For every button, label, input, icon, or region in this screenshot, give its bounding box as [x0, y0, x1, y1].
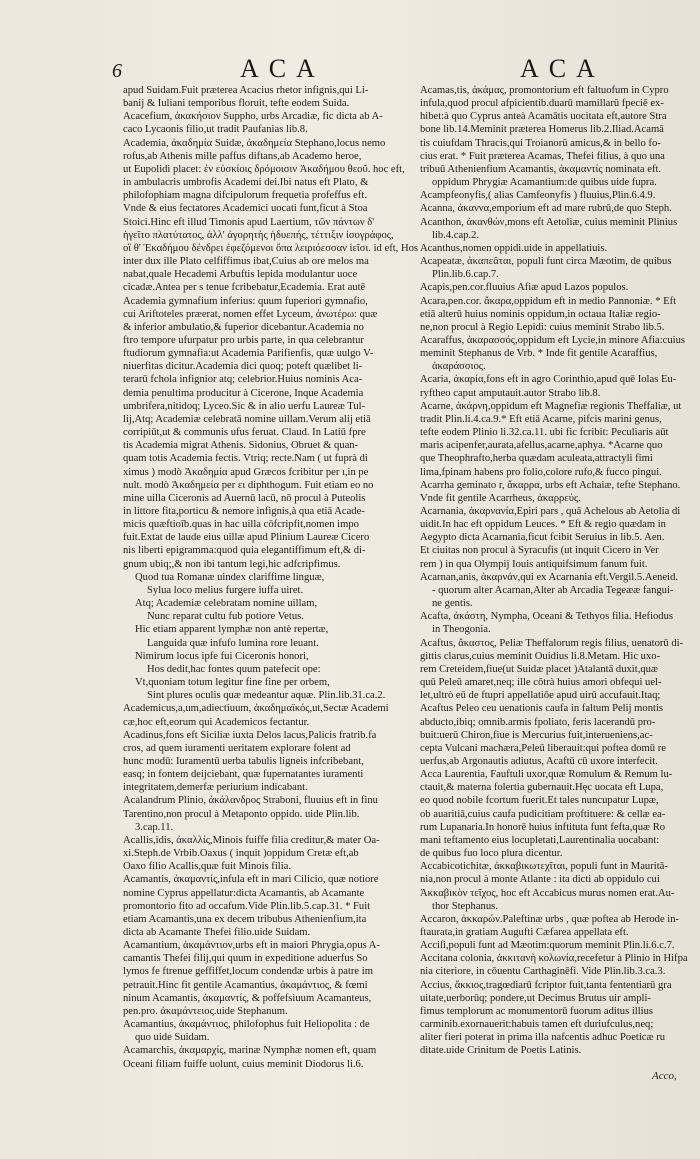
- text-line: inter dux ille Plato celfiffimus ibat,Cuius ab ore melos ma: [123, 256, 369, 268]
- text-line: terarū fchola infignior atq; celebrior.Huius nominis Aca-: [123, 374, 363, 386]
- text-line: umbrifera,nitidoq; Lyceo.Sic & in alio uerfu Laureæ Tul-: [123, 400, 366, 412]
- text-line: camantis Thefei filij,qui quum in expeditione aduerfus So: [123, 953, 368, 965]
- text-line: nomine Cyprus appellatur:dicta Acamantis, ab Acamante: [123, 887, 365, 899]
- text-line: caco Lycaonis filio,ut tradit Paufanias lib.8.: [123, 124, 308, 136]
- text-line: xi.Steph.de Vrbib.Oaxus ( inquit )oppidum Cretæ eft,ab: [123, 848, 359, 860]
- text-line: lymos fe ftrenue geffiffet,locum condendæ urbis à patre im: [123, 966, 373, 978]
- text-line: ἀκαράσσιος.: [432, 361, 486, 373]
- text-line: nult. modò Ἀκαδημεία per ει diphthogum. Fuit etiam eo no: [123, 479, 374, 491]
- text-line: Acanthus,nomen oppidi.uide in appellatiuis.: [420, 242, 608, 254]
- text-line: Acaria, ἀκαρία,fons eft in agro Corinthio,apud quē Iolas Eu-: [420, 374, 677, 386]
- text-line: Acamantius, ἀκαμάντιος, philofophus fuit Heliopolita : de: [123, 1019, 370, 1031]
- text-line: Vnde fit gentile Acarrheus, ἀκαρρεύς.: [420, 492, 581, 504]
- text-line: nabat,quale Hecademi Arbuftis lepida modulantur uoce: [123, 269, 358, 281]
- text-line: rofus,ab Athenis mille paffus diftans,ab Academo heroe,: [123, 150, 362, 162]
- text-line: οἳ θ' Ἑκαδήμου δένδρει ἐφεζόμενοι ὄπα λειριόεσσαν ἱεῖσι. id eft, Hos: [123, 242, 419, 254]
- text-line: cui Ariftoteles præerat, nomen effet Lyceum, ἀνωτέρω: quæ: [123, 308, 378, 320]
- text-line: tis cuiufdam Thracis,qui Troianorū amicus,& in bello fo-: [420, 137, 661, 149]
- text-line: quam totis Academia fectis. Vtriq; recte.Nam ( ut fuprà di: [123, 453, 368, 465]
- text-line: Acara,pen.cor. ἄκαρα,oppidum eft in medio Pannoniæ. * Eft: [420, 295, 677, 307]
- text-line: ob auaritiā,cuius caufa pudicitiam proftituere: & cellæ ea-: [420, 808, 666, 820]
- text-line: etiā alterū huius nominis oppidum,in octaua Italiæ regio-: [420, 308, 661, 320]
- text-line: in littore fita,porticu & nemore infignis,à qua etiā Acade-: [123, 506, 365, 517]
- text-line: tribuū Athenienfium Acamantis, ἀκαμαντίς nominata eft.: [420, 163, 662, 175]
- text-line: let,ultrò eū de ftupri appellatiōe apud uirū accufauit.Itaq;: [420, 690, 661, 702]
- text-line: Hic etiam apparent lymphæ non antè repertæ,: [135, 624, 329, 636]
- text-line: Sylua loco melius furgere iuffa uiret.: [147, 584, 304, 596]
- text-line: apud Suidam.Fuit præterea Acacius rhetor infignis,qui Li-: [123, 85, 369, 96]
- text-line: ninum Acamantis, ἀκαμαντίς, & poffefsiuum Acamanteus,: [123, 992, 372, 1004]
- text-line: Academia, ἀκαδημία Suidæ, ἀκαδημεία Stephano,locus nemo: [123, 137, 386, 149]
- text-line: eo quod nobile fcortum fuerit.Et tales nuncupatur Lupæ,: [420, 795, 659, 807]
- text-line: mani teftamento eius locupletati,Laurentinalia uocabant:: [420, 834, 660, 846]
- text-line: infula,quod procul afpicientib.duarū mamillarū fpeciē ex-: [420, 98, 664, 110]
- text-line: & inferior ambulatio,& fuperior dicebantur.Academia no: [123, 321, 364, 333]
- text-line: hunc modū: Iuramentū uerba tabulis ligneis infcribebant,: [123, 755, 364, 767]
- text-line: lib.4.cap.2.: [432, 229, 480, 241]
- text-line: mine uilla Ciceronis ad Auernū lacū, nō procul à Puteolis: [123, 492, 366, 504]
- text-line: Academia gymnafium inferius: quum fuperiori gymnafio,: [123, 295, 368, 307]
- text-line: gittis clarus,cuius meminit Ouidius li.8.Metam. Hic uxo-: [420, 650, 661, 662]
- text-line: ut Eupolidi placet: ἐν εὐσκίοις δρόμοισιν Ἀκαδήμου θεοῦ. hoc eft,: [123, 163, 405, 175]
- text-line: Acallis,idis, ἀκαλλίς,Minois fuiffe filia creditur,& mater Oa-: [123, 834, 380, 846]
- text-line: Ἀκκαβικὸν τεῖχος, hoc eft Accabicus murus nomen erat.Au-: [420, 887, 675, 899]
- text-line: demia penultima producitur à Cicerone, Inque Academia: [123, 387, 364, 399]
- text-line: maris acipenfer,aurata,afellus,acarne,aphya. *Acarne quo: [420, 440, 663, 452]
- text-line: Acca Laurentia, Fauftuli uxor,quæ Romulum & Remum lu-: [420, 769, 673, 781]
- text-line: etiam Acamantis,una ex decem tribubus Athenienfium,ita: [123, 913, 367, 925]
- text-line: fimus templorum ac monumentorū fuorum aditus illius: [420, 1005, 654, 1017]
- text-line: oppidum Phrygiæ Acamantium:de quibus uide fupra.: [432, 177, 657, 189]
- text-line: petrauit.Hinc fit gentile Acamantius, ἀκαμάντιος, & fœmi: [123, 979, 368, 991]
- text-line: rem Creteidem,fiue(ut Suidæ placet )Atalantā duxit,quæ: [420, 663, 659, 675]
- text-line: ditate.uide Crinitum de Poetis Latinis.: [420, 1045, 582, 1057]
- text-line: dicta ab Acamante Thefei filio.uide Suidam.: [123, 927, 311, 938]
- text-line: quū Peleū amaret,neq; ille cōtrà huius amori obfequi uel-: [420, 677, 662, 689]
- text-line: ne,non procul à Regio Lepidi: cuius meminit Strabo lib.5.: [420, 321, 665, 333]
- text-line: Nimirum locus ipfe fui Ciceronis honori,: [135, 650, 309, 662]
- text-line: Acamantium, ἀκαμάντιον,urbs eft in maiori Phrygia,opus A-: [123, 940, 380, 952]
- text-line: hibet:à quo Cyprus anteà Acamātis uocitata eft,autore Stra: [420, 111, 667, 123]
- text-line: niuerfitas dicitur.Academia dici quoq; poteft quælibet li-: [123, 361, 363, 373]
- text-line: uidit.In hac eft oppidum Leuces. * Eft & regio quædam in: [420, 519, 666, 531]
- text-line: Acanna, ἀκαννα,emporium eft ad mare rubrū,de quo Steph.: [420, 203, 672, 215]
- text-line: ftro tempore ufurpatur pro urbis parte, in qua celebrantur: [123, 334, 364, 346]
- text-line: cius erat. * Fuit præterea Acamas, Thefei filius, à quo una: [420, 150, 665, 162]
- text-line: Oaxo filio Acallis,quæ fuit Minois filia.: [123, 861, 292, 873]
- text-line: Acamantis, ἀκαμαντίς,infula eft in mari Cilicio, quæ notiore: [123, 874, 379, 886]
- text-line: - quorum alter Acarnan,Alter ab Arcadia Tegeææ fangui-: [432, 584, 674, 596]
- text-line: tradit Plin.li.4.ca.9.* Eft etiā Acarne, pifcis marini genus,: [420, 413, 662, 425]
- text-line: Acacefium, ἀκακήσιον Suppho, urbs Arcadiæ, fic dicta ab A-: [123, 111, 383, 123]
- text-line: uitate,uerborūq; pondere,ut Decimus Brutus uir ampli-: [420, 992, 651, 1004]
- text-line: ximus ) modò Ἀκαδημία apud Græcos fcribitur per ι,in pe: [123, 466, 369, 478]
- text-line: Acarnania, ἀκαρνανία,Epiri pars , quā Achelous ab Aetolia di: [420, 506, 681, 517]
- text-line: tis Academia migrat Athenis. Sidonius, Obruet & quan-: [123, 440, 359, 452]
- text-line: Acalandrum Plinio, ἀκάλανδρος Straboni, fluuius eft in finu: [123, 795, 378, 807]
- text-line: Acadinus,fons eft Siciliæ iuxta Delos lacus,Palicis fratrib.fa: [123, 729, 377, 741]
- text-line: Stoici.Hinc eft illud Timonis apud Laertium, τῶν πάντων δ': [123, 216, 375, 228]
- text-line: Acapis,pen.cor.fluuius Afiæ apud Lazos populos.: [420, 282, 629, 294]
- text-line: Languida quæ infufo lumina rore leuant.: [147, 637, 319, 649]
- text-line: integritatem,demerfæ periurium indicabant.: [123, 782, 308, 794]
- text-line: Sint plures oculis quæ medeantur aquæ. Plin.lib.31.ca.2.: [147, 690, 386, 702]
- text-line: Acarnan,anis, ἀκαρνάν,qui ex Acarnania eft.Vergil.5.Aeneid.: [420, 571, 679, 583]
- text-line: Accius, ἄκκιος,tragœdiarū fcriptor fuit,tanta fententiarū gra: [420, 979, 672, 991]
- text-line: pen.pro. ἀκαμάντειος.uide Stephanum.: [123, 1005, 288, 1017]
- text-line: easq; in fontem deijciebant, quæ fupernatantes iuramenti: [123, 769, 364, 781]
- text-line: de quibus fuo loco plura dicentur.: [420, 848, 563, 860]
- text-line: Accitana colonia, ἀκκιτανὴ κολωνία,recefetur à Plinio in Hifpa: [420, 953, 688, 965]
- text-line: lima,fpinam habens pro folio,colore rufo,& fucco pingui.: [420, 466, 662, 478]
- text-line: in Theogonia.: [432, 624, 491, 636]
- text-line: que Theophrafto,herba quædam aculeata,attractyli fimi: [420, 453, 653, 465]
- text-line: Accaron, ἀκκαρών.Paleftinæ urbs , quæ poftea ab Herode in-: [420, 913, 680, 925]
- text-line: Acarrha geminato r, ἄκαρρα, urbs eft Achaiæ, tefte Stephano.: [420, 479, 681, 491]
- text-line: Oceani filiam fuiffe uolunt, cuius meminit Diodorus li.6.: [123, 1058, 364, 1070]
- text-line: in ambulacris umbrofis Academi dei.Ibi natus eft Plato, &: [123, 177, 369, 189]
- text-line: Acampfeonyfis,( alias Camfeonyfis ) fluuius,Plin.6.4.9.: [420, 190, 656, 202]
- text-line: Atq; Academiæ celebratam nomine uillam,: [135, 598, 318, 610]
- text-line: ftaurata,in gratiam Augufti Cæfarea appellata eft.: [420, 927, 629, 938]
- text-line: rum Lupanaria.In honorē huius inftituta funt fefta,quæ Ro: [420, 821, 666, 833]
- text-line: Acaftus, ἄκαστος, Peliæ Theffalorum regis filius, uenatorū di-: [420, 637, 684, 649]
- text-line: Quod tua Romanæ uindex clariffime linguæ,: [135, 571, 325, 583]
- text-line: promontorio fito ad occafum.Vide Plin.lib.5.cap.31. * Fuit: [123, 900, 371, 912]
- text-line: rem ) in qua Olympij Iouis antiquifsimum fanum fuit.: [420, 558, 648, 570]
- text-line: cæ,hoc eft,eorum qui Academicos fectantur.: [123, 716, 310, 728]
- text-line: bone lib.14.Meminit præterea Homerus lib.2.Iliad.Acamā: [420, 124, 664, 136]
- text-line: uerfus,ab Argonautis adiutus, Acaftū cū uxore interfecit.: [420, 755, 658, 767]
- text-line: quo uide Suidam.: [135, 1032, 210, 1044]
- text-line: corripiūt,ut & communis ufus feruat. Claud. In Latiū fpre: [123, 427, 366, 439]
- left-column: [123, 84, 419, 1070]
- text-line: Acaftus Peleo ceu uenationis caufa in faltum Pelij montis: [420, 703, 664, 715]
- text-line: ryftheo caput amputauit.autor Strabo lib.8.: [420, 387, 601, 399]
- text-line: Acarne, ἀκάρνη,oppidum eft Magnefiæ regionis Theffaliæ, ut: [420, 400, 682, 412]
- text-line: Acciſi,populi funt ad Mæotim:quorum meminit Plin.li.6.c.7.: [420, 940, 675, 952]
- text-line: meminit Stephanus de Vrb. * Inde fit gentile Acaraffius,: [420, 348, 658, 360]
- running-head-right: ACA: [520, 54, 605, 83]
- catchword: Acco,: [652, 1070, 677, 1082]
- right-column: [420, 84, 690, 1084]
- text-line: Et ciuitas non procul à Syracufis (ut inquit Cicero in Ver: [420, 545, 659, 557]
- text-line: Vnde & eius fectatores Academici uocati funt,ficut à Stoa: [123, 203, 368, 215]
- text-line: Acamarchis, ἀκαμαρχίς, marinæ Nymphæ nomen eft, quam: [123, 1045, 377, 1057]
- text-line: buit:uerū Chiron,fiue is Mercurius fuit,interueniens,ac-: [420, 729, 653, 741]
- text-line: philofophiam magna difcipulorum frequetia profeffus eft.: [123, 190, 367, 202]
- text-line: lij,Atq; Academiæ celebratā nomine uillam.Verum alij etiā: [123, 413, 371, 425]
- text-line: ctauit,& materna folertia gubernauit.Hęc uocata eft Lupa,: [420, 782, 664, 794]
- text-line: Accabicotichitæ, ἀκκαβικωτεχῖται, populi funt in Mauritā-: [420, 861, 668, 873]
- text-line: Plin.lib.6.cap.7.: [432, 269, 499, 281]
- text-line: aliter fieri poterat in prima illa nafcentis adhuc Poeticæ ru: [420, 1032, 666, 1044]
- running-head-left: ACA: [240, 54, 325, 83]
- text-line: cicadæ.Antea per s tenue fcribebatur,Ecademia. Erat autē: [123, 282, 366, 294]
- text-line: Nunc reparat cultu fub potiore Vetus.: [147, 611, 304, 623]
- page-number: 6: [112, 60, 122, 82]
- text-line: ftudiorum gymnafia:ut Academia Parifienfis, quæ uulgo V-: [123, 348, 374, 360]
- text-line: fuit.Extat de laude eius uillæ apud Plinium Laureæ Cicero: [123, 532, 370, 544]
- text-line: Acapeatæ, ἀκαπεᾶται, populi funt circa Mæotim, de quibus: [420, 256, 672, 268]
- text-line: Tarentino,non procul à Metaponto oppido. uide Plin.lib.: [123, 808, 360, 820]
- text-line: carminib.exornauerit:habuis tamen eft duriufculus,neq;: [420, 1019, 654, 1031]
- text-line: gnum ubiq;,& non ibi tantum legi,hic adfcripfimus.: [123, 558, 341, 570]
- text-line: Acafta, ἀκάστη, Nympha, Oceani & Tethyos filia. Hefiodus: [420, 611, 674, 623]
- text-line: banij & Iuliani temporibus floruit, tefte eodem Suida.: [123, 98, 350, 110]
- text-line: Acaraffus, ἀκαρασσός,oppidum eft Lycie,in minore Afia:cuius: [420, 334, 686, 346]
- text-line: nia,non procul à monte Atlante : ita dicti ab oppidulo cui: [420, 874, 660, 886]
- text-line: ἡγεῖτο πλατύτατος, ἀλλ' ἀγορητὴς ἡδυεπής, τέττιξιν ἰσογράφος,: [123, 229, 394, 241]
- text-line: cros, ad quem iuramenti ueritatem explorare folent ad: [123, 742, 351, 754]
- text-line: nis liberti epigramma:quod quia elegantiffimum eft,& di-: [123, 545, 366, 557]
- text-line: 3.cap.11.: [135, 821, 174, 833]
- text-line: Aegypto dicta Acarnania,ficut fcibit Seruius in lib.5. Aen.: [420, 532, 665, 544]
- text-line: Acamas,tis, ἀκάμας, promontorium eft faltuofum in Cypro: [420, 85, 669, 96]
- text-line: Vt,quoniam totum legitur fine fine per orbem,: [135, 677, 330, 689]
- text-line: nia citeriore, in cōuentu Carthaginēfi. Vide Plin.lib.3.ca.3.: [420, 966, 666, 978]
- text-line: thor Stephanus.: [432, 900, 498, 912]
- text-line: Academicus,a,um,adiectiuum, ἀκαδημαϊκός,ut,Sectæ Academi: [123, 703, 389, 715]
- text-line: Hos dedit,hac fontes quum patefecit ope:: [147, 663, 321, 675]
- text-line: abducto,ibiq; omnib.armis fpoliato, feris lacerandū pro-: [420, 716, 656, 728]
- page-header: [0, 52, 700, 82]
- text-line: tefte eodem Plinio li.32.ca.11. ubi fic fcribit: Peculiaris aūt: [420, 427, 669, 439]
- text-line: Acanthon, ἀκανθών,mons eft Aetoliæ, cuius meminit Plinius: [420, 216, 678, 228]
- text-line: cepta Vulcani machæra,Peleū liberauit:qui poftea domū re: [420, 742, 666, 754]
- text-line: micis quæftioīb.quas in hac uilla cōfcripfit,nomen impo: [123, 519, 359, 531]
- text-line: ne gentis.: [432, 598, 473, 610]
